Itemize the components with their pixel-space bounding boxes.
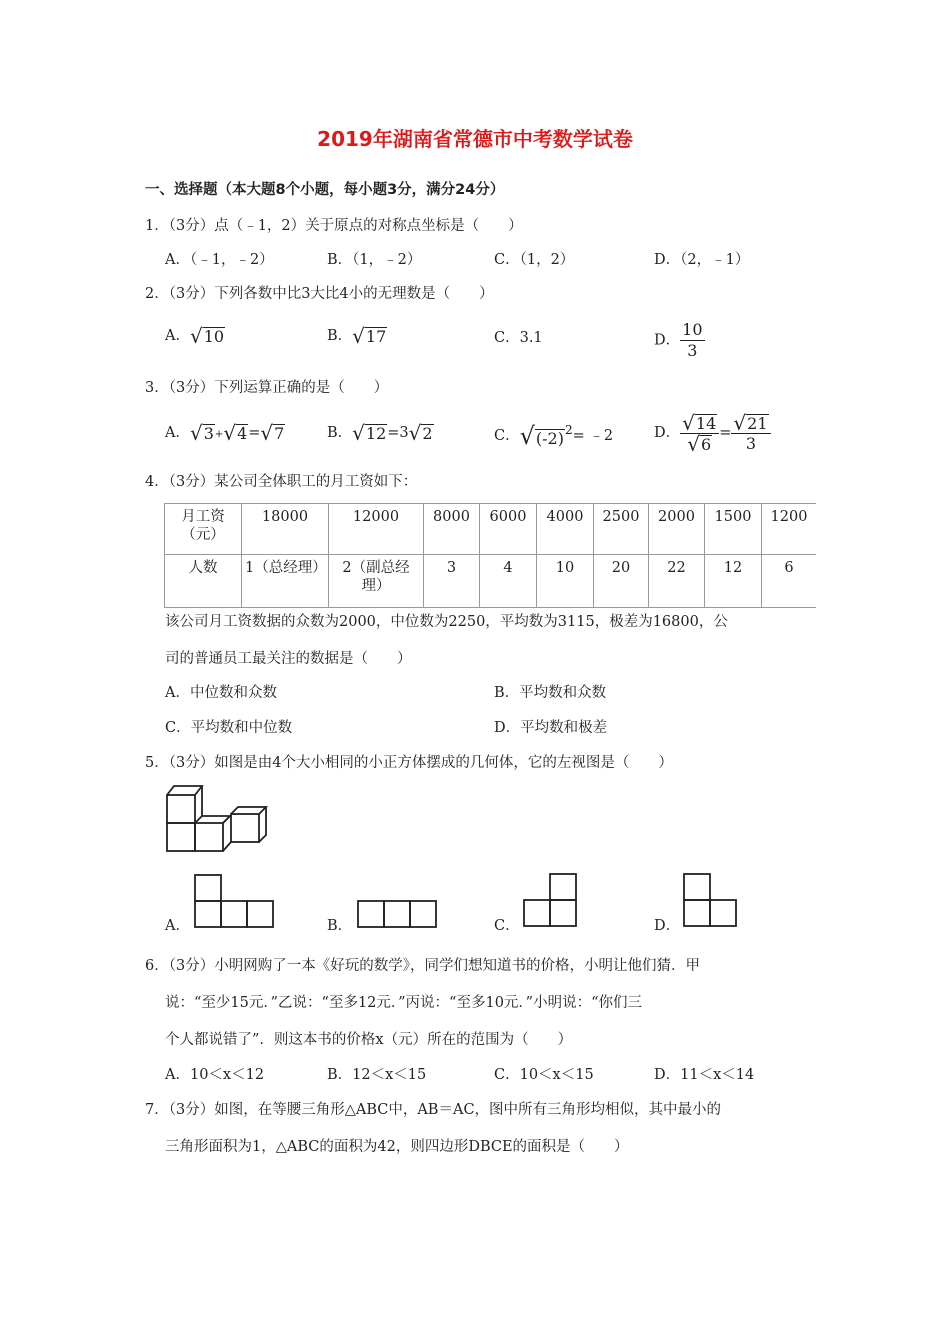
table-cell: 12000	[329, 504, 424, 555]
q2-stem: 2．（3分）下列各数中比3大比4小的无理数是（ ）	[145, 286, 494, 302]
q6-line1: 6．（3分）小明网购了一本《好玩的数学》，同学们想知道书的价格，小明让他们猜．甲	[145, 958, 700, 974]
q4-option-d: D．平均数和极差	[494, 720, 608, 736]
q7-line1: 7．（3分）如图，在等腰三角形△ABC中，AB＝AC，图中所有三角形均相似，其中最小的	[145, 1102, 722, 1118]
table-cell: 1（总经理）	[242, 555, 329, 608]
q5-option-c: C．	[494, 918, 520, 934]
option-b-figure	[356, 899, 440, 930]
cube-figure	[160, 780, 275, 860]
q4-option-c: C．平均数和中位数	[165, 720, 293, 736]
table-cell: 2（副总经理）	[329, 555, 424, 608]
table-cell: 1500	[705, 504, 762, 555]
option-d-figure	[682, 872, 740, 929]
q5-option-d: D．	[654, 918, 681, 934]
table-cell: 人数	[165, 555, 242, 608]
q6-line2: 说：“至少15元．”乙说：“至多12元．”丙说：“至多10元．”小明说：“你们三	[165, 995, 642, 1011]
q6-option-c: C．10＜x＜15	[494, 1067, 594, 1083]
q3-option-d: D． √ 14 √ 6 = √ 21 3	[654, 412, 771, 454]
q2-option-a: A． √ 10	[165, 324, 225, 348]
q3-stem: 3．（3分）下列运算正确的是（ ）	[145, 380, 389, 396]
table-row	[165, 555, 817, 608]
q5-option-b: B．	[327, 918, 353, 934]
q1-option-a: A．（﹣1，﹣2）	[165, 252, 274, 268]
q2-option-c: C．3.1	[494, 330, 543, 346]
q5-stem: 5．（3分）如图是由4个大小相同的小正方体摆成的几何体，它的左视图是（ ）	[145, 755, 673, 771]
page-title: 2019年湖南省常德市中考数学试卷	[317, 127, 633, 151]
table-cell: 4	[480, 555, 537, 608]
q2-option-d: D． $\frac{10}{3}$	[654, 320, 703, 360]
q4-option-b: B．平均数和众数	[494, 685, 607, 701]
table-cell: 12	[705, 555, 762, 608]
option-a-figure	[193, 873, 277, 930]
table-cell: 10	[537, 555, 594, 608]
q3-option-c: C． √ (-2) $^2$= ﹣2	[494, 421, 614, 450]
q2-option-b: B． √ 17	[327, 324, 387, 348]
q1-option-d: D．（2，﹣1）	[654, 252, 750, 268]
q1-option-c: C．（1，2）	[494, 252, 575, 268]
q6-option-a: A．10＜x＜12	[165, 1067, 265, 1083]
table-cell: 2500	[594, 504, 649, 555]
table-cell: 月工资（元）	[165, 504, 242, 555]
q4-text-line2: 司的普通员工最关注的数据是（ ）	[165, 651, 412, 667]
table-cell: 6	[762, 555, 817, 608]
table-cell: 6000	[480, 504, 537, 555]
table-cell: 22	[649, 555, 705, 608]
q3-option-b: B． √ 12 =3 √ 2	[327, 421, 433, 445]
q7-line2: 三角形面积为1，△ABC的面积为42，则四边形DBCE的面积是（ ）	[165, 1139, 629, 1155]
q1-option-b: B．（1，﹣2）	[327, 252, 422, 268]
q4-stem: 4．（3分）某公司全体职工的月工资如下：	[145, 474, 418, 490]
section-heading: 一、选择题（本大题8个小题，每小题3分，满分24分）	[145, 182, 505, 198]
q3-option-a: A． √ 3 + √ 4 = √ 7	[165, 421, 285, 445]
q1-stem: 1．（3分）点（﹣1，2）关于原点的对称点坐标是（ ）	[145, 218, 523, 234]
table-row	[165, 504, 817, 555]
q6-line3: 个人都说错了”．则这本书的价格x（元）所在的范围为（ ）	[165, 1032, 573, 1048]
q4-option-a: A．中位数和众数	[165, 685, 277, 701]
table-cell: 2000	[649, 504, 705, 555]
table-cell: 8000	[424, 504, 480, 555]
table-cell: 1200	[762, 504, 817, 555]
table-cell: 20	[594, 555, 649, 608]
salary-table	[164, 503, 816, 608]
table-cell: 18000	[242, 504, 329, 555]
table-cell: 3	[424, 555, 480, 608]
q4-text-line1: 该公司月工资数据的众数为2000，中位数为2250，平均数为3115，极差为16800，公	[165, 614, 728, 630]
q6-option-d: D．11＜x＜14	[654, 1067, 755, 1083]
q6-option-b: B．12＜x＜15	[327, 1067, 427, 1083]
option-c-figure	[522, 872, 580, 929]
table-cell: 4000	[537, 504, 594, 555]
q5-option-a: A．	[165, 918, 190, 934]
